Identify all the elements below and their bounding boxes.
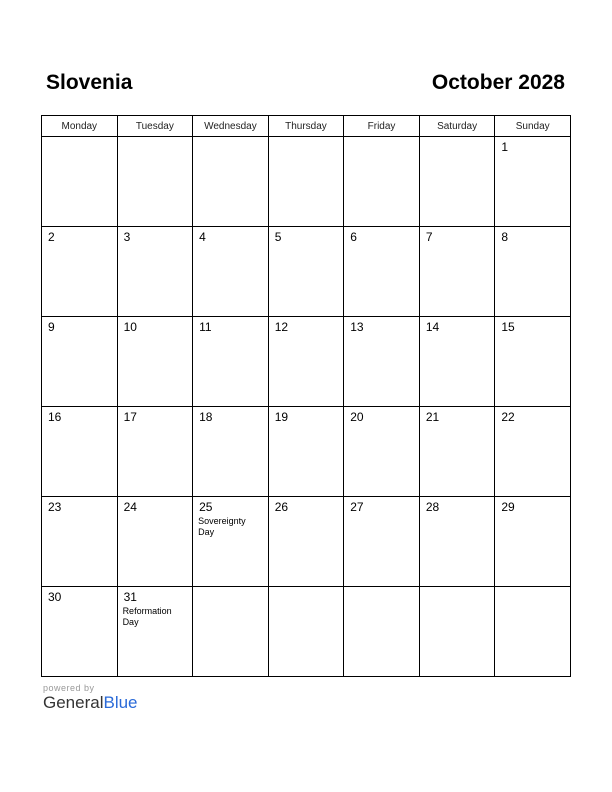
day-cell (419, 227, 495, 317)
day-cell (193, 497, 269, 587)
day-number (42, 137, 117, 141)
day-cell (344, 587, 420, 677)
day-cell (344, 317, 420, 407)
day-number: 23 (48, 500, 62, 514)
week-row (42, 497, 571, 587)
day-cell (495, 317, 571, 407)
day-cell (268, 227, 344, 317)
day-number: 3 (123, 230, 131, 244)
weekday-header-row (42, 116, 571, 137)
day-cell (117, 137, 193, 227)
day-cell (495, 497, 571, 587)
day-cell (193, 587, 269, 677)
day-number (420, 137, 495, 141)
month-title: October 2028 (431, 71, 565, 94)
day-number: 19 (274, 410, 289, 424)
day-cell (193, 137, 269, 227)
day-cell (495, 587, 571, 677)
day-number: 12 (274, 320, 289, 334)
day-cell (268, 497, 344, 587)
day-number (344, 587, 419, 591)
day-number: 29 (501, 500, 515, 514)
week-row (42, 227, 571, 317)
brand-general-text: General (43, 693, 104, 712)
day-number (495, 587, 570, 591)
day-cell (495, 407, 571, 497)
generalblue-logo[interactable] (43, 683, 138, 713)
day-cell (117, 587, 193, 677)
day-number: 27 (350, 500, 364, 514)
day-cell (344, 497, 420, 587)
day-number (420, 587, 495, 591)
weekday-header: Friday (344, 116, 420, 137)
day-cell (42, 137, 118, 227)
week-row (42, 137, 571, 227)
day-cell (42, 317, 118, 407)
week-row (42, 587, 571, 677)
day-cell (344, 137, 420, 227)
day-cell (268, 587, 344, 677)
day-number: 26 (274, 500, 289, 514)
day-number (344, 137, 419, 141)
day-cell (344, 407, 420, 497)
brand-name (43, 693, 138, 713)
holiday-label: Sovereignty Day (198, 516, 246, 537)
weekday-header: Thursday (268, 116, 344, 137)
week-row (42, 407, 571, 497)
day-cell (42, 587, 118, 677)
day-number: 2 (48, 230, 55, 244)
day-cell (419, 587, 495, 677)
day-number: 8 (501, 230, 509, 244)
day-number: 13 (350, 320, 364, 334)
day-number: 1 (501, 140, 509, 154)
day-cell (344, 227, 420, 317)
day-cell (419, 317, 495, 407)
month-calendar-grid (41, 115, 571, 677)
day-number: 28 (425, 500, 440, 514)
weekday-header: Monday (42, 116, 118, 137)
day-number: 16 (48, 410, 62, 424)
day-number (118, 137, 193, 141)
day-cell (42, 497, 118, 587)
day-number (269, 137, 344, 141)
day-cell (419, 407, 495, 497)
day-number: 25 (199, 500, 213, 514)
day-number: 9 (48, 320, 55, 334)
day-cell (495, 137, 571, 227)
weekday-header: Saturday (419, 116, 495, 137)
week-row (42, 317, 571, 407)
day-number: 15 (501, 320, 515, 334)
weekday-header: Wednesday (193, 116, 269, 137)
day-number: 20 (350, 410, 364, 424)
day-number: 21 (425, 410, 440, 424)
day-number: 11 (199, 320, 212, 334)
day-number: 30 (48, 590, 62, 604)
day-cell (419, 137, 495, 227)
day-number (193, 137, 268, 141)
day-cell (419, 497, 495, 587)
day-cell (42, 407, 118, 497)
brand-blue-text: Blue (103, 693, 138, 712)
day-cell (117, 227, 193, 317)
day-number: 10 (123, 320, 137, 334)
day-cell (193, 317, 269, 407)
day-number: 18 (199, 410, 213, 424)
day-number: 5 (274, 230, 282, 244)
day-number (269, 587, 344, 591)
day-number: 17 (123, 410, 137, 424)
day-cell (268, 137, 344, 227)
weekday-header: Tuesday (117, 116, 193, 137)
day-cell (42, 227, 118, 317)
weekday-header: Sunday (495, 116, 571, 137)
holiday-label: Reformation Day (122, 606, 172, 627)
day-cell (268, 407, 344, 497)
day-cell (117, 497, 193, 587)
calendar-header (41, 68, 571, 100)
day-number: 6 (350, 230, 357, 244)
day-number: 31 (123, 590, 137, 604)
day-number (193, 587, 268, 591)
day-number: 7 (425, 230, 433, 244)
day-cell (193, 227, 269, 317)
day-cell (193, 407, 269, 497)
day-cell (268, 317, 344, 407)
day-cell (117, 317, 193, 407)
day-cell (495, 227, 571, 317)
day-number: 24 (123, 500, 137, 514)
day-number: 14 (425, 320, 440, 334)
powered-by-text: powered by (43, 683, 95, 693)
country-title: Slovenia (46, 71, 133, 94)
day-cell (117, 407, 193, 497)
day-number: 4 (199, 230, 206, 244)
day-number: 22 (501, 410, 515, 424)
